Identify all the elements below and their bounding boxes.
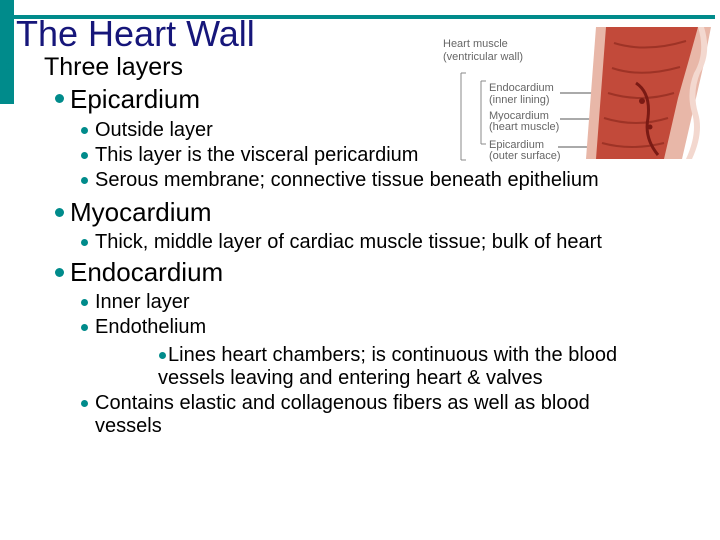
bullet-dot	[159, 352, 166, 359]
accent-bar	[0, 0, 14, 104]
endocardium-point-1: Inner layer	[95, 291, 190, 313]
endocardium-point-2: Endothelium	[95, 316, 207, 338]
figure-label-epicardium-line-1: Epicardium	[489, 139, 545, 151]
heart-wall-figure	[436, 23, 720, 163]
figure-label-heart-muscle-line-2: (ventricular wall)	[443, 51, 524, 63]
bullet-dot	[81, 239, 88, 246]
bullet-dot	[4, 63, 11, 70]
endothelium-sub-line-2: vessels leaving and entering heart & valves	[158, 367, 543, 389]
heading-epicardium: Epicardium	[70, 84, 201, 114]
figure-label-myocardium-line-1: Myocardium	[489, 110, 549, 122]
figure-label-heart-muscle-line-1: Heart muscle	[443, 38, 508, 50]
heading-endocardium: Endocardium	[70, 257, 224, 287]
heading-myocardium: Myocardium	[70, 197, 212, 227]
bullet-dot	[81, 324, 88, 331]
bullet-three-layers: Three layers	[44, 53, 183, 81]
bullet-dot	[55, 268, 64, 277]
bullet-dot	[55, 208, 64, 217]
bullet-dot	[81, 152, 88, 159]
bullet-dot	[55, 94, 64, 103]
myocardium-point-1: Thick, middle layer of cardiac muscle tissue; bulk of heart	[95, 231, 602, 253]
slide-title: The Heart Wall	[16, 13, 255, 54]
bullet-dot	[81, 400, 88, 407]
epicardium-point-1: Outside layer	[95, 119, 213, 141]
endocardium-point-3-line-2: vessels	[95, 415, 162, 437]
epicardium-point-3: Serous membrane; connective tissue beneath epithelium	[95, 169, 599, 191]
figure-label-myocardium-line-2: (heart muscle)	[489, 121, 560, 133]
bullet-dot	[81, 177, 88, 184]
figure-label-epicardium-line-2: (outer surface)	[489, 150, 561, 162]
bullet-dot	[81, 127, 88, 134]
epicardium-point-2: This layer is the visceral pericardium	[95, 144, 419, 166]
endocardium-point-3-line-1: Contains elastic and collagenous fibers as well as blood	[95, 392, 590, 414]
bullet-dot	[81, 299, 88, 306]
endothelium-sub-line-1: Lines heart chambers; is continuous with the blood	[168, 344, 618, 366]
figure-label-endocardium-line-2: (inner lining)	[489, 94, 550, 106]
figure-label-endocardium-line-1: Endocardium	[489, 82, 554, 94]
